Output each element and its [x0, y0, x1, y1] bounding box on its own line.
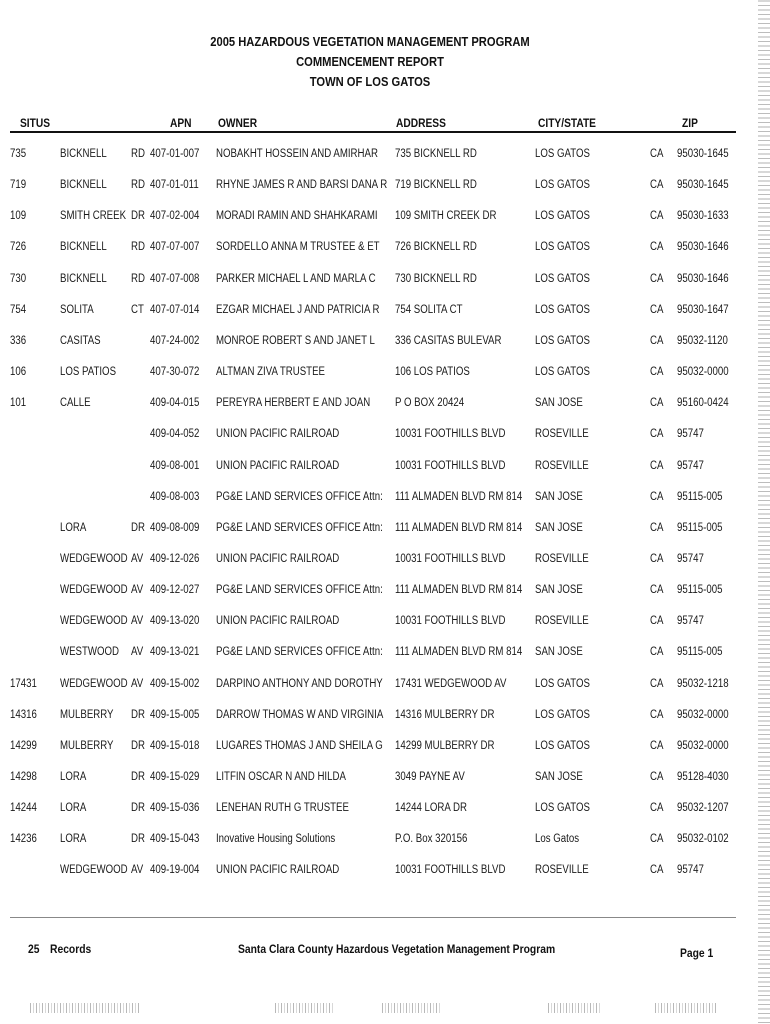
header-zip: ZIP — [682, 116, 698, 130]
situs-number: 106 — [10, 366, 27, 378]
zip-cell: 95032-1207 — [677, 802, 729, 815]
zip-cell: 95747 — [677, 615, 704, 628]
zip-cell: 95115-005 — [677, 584, 723, 597]
header-owner: OWNER — [218, 116, 258, 130]
zip-cell: 95032-0000 — [677, 366, 729, 378]
table-row — [0, 333, 740, 353]
owner-cell: MONROE ROBERT S AND JANET L — [216, 334, 375, 347]
owner-cell: UNION PACIFIC RAILROAD — [216, 615, 340, 628]
scan-noise — [382, 1003, 442, 1013]
table-row — [0, 426, 740, 446]
situs-suffix: DR — [131, 802, 145, 815]
situs-suffix: DR — [131, 739, 145, 752]
table-row — [0, 738, 740, 758]
situs-suffix: CT — [131, 303, 144, 316]
apn-cell: 407-24-002 — [150, 334, 200, 347]
header-apn: APN — [170, 116, 192, 130]
situs-street: WEDGEWOOD — [60, 864, 128, 877]
zip-cell: 95115-005 — [677, 490, 723, 503]
situs-street: CALLE — [60, 397, 91, 410]
zip-cell: 95747 — [677, 864, 704, 877]
scan-noise — [275, 1003, 335, 1013]
situs-number: 336 — [10, 334, 27, 347]
scan-noise — [655, 1003, 717, 1013]
apn-cell: 409-08-009 — [150, 521, 200, 534]
owner-cell: UNION PACIFIC RAILROAD — [216, 428, 340, 441]
table-row — [0, 271, 740, 291]
city-cell: LOS GATOS — [535, 366, 590, 378]
situs-street: LORA — [60, 802, 87, 815]
situs-street: LOS PATIOS — [60, 366, 117, 378]
address-cell: P.O. Box 320156 — [395, 833, 468, 846]
situs-street: MULBERRY — [60, 708, 114, 721]
state-cell: CA — [650, 428, 664, 441]
apn-cell: 409-19-004 — [150, 864, 200, 877]
state-cell: CA — [650, 864, 664, 877]
situs-suffix: DR — [131, 771, 145, 783]
table-row — [0, 364, 740, 384]
zip-cell: 95030-1633 — [677, 210, 729, 223]
situs-number: 101 — [10, 397, 27, 410]
situs-street: SOLITA — [60, 303, 94, 316]
table-row — [0, 302, 740, 322]
table-row — [0, 520, 740, 540]
apn-cell: 409-13-021 — [150, 646, 200, 659]
owner-cell: LUGARES THOMAS J AND SHEILA G — [216, 739, 383, 752]
state-cell: CA — [650, 210, 664, 223]
city-cell: SAN JOSE — [535, 521, 583, 534]
situs-suffix: AV — [131, 584, 144, 597]
situs-street: WEDGEWOOD — [60, 584, 128, 597]
city-cell: SAN JOSE — [535, 490, 583, 503]
zip-cell: 95032-0000 — [677, 739, 729, 752]
city-cell: LOS GATOS — [535, 739, 590, 752]
apn-cell: 409-13-020 — [150, 615, 200, 628]
scan-edge — [758, 0, 770, 1024]
address-cell: 10031 FOOTHILLS BLVD — [395, 553, 506, 565]
address-cell: 719 BICKNELL RD — [395, 179, 477, 192]
apn-cell: 409-12-027 — [150, 584, 200, 597]
state-cell: CA — [650, 739, 664, 752]
table-row — [0, 177, 740, 197]
address-cell: 10031 FOOTHILLS BLVD — [395, 428, 506, 441]
zip-cell: 95747 — [677, 428, 704, 441]
situs-number: 14299 — [10, 739, 37, 752]
city-cell: LOS GATOS — [535, 334, 590, 347]
situs-number: 17431 — [10, 677, 37, 690]
apn-cell: 407-01-011 — [150, 179, 199, 192]
situs-number: 719 — [10, 179, 27, 192]
page-number: Page 1 — [680, 946, 714, 960]
situs-number: 754 — [10, 303, 27, 316]
situs-number: 726 — [10, 241, 27, 254]
address-cell: 14316 MULBERRY DR — [395, 708, 495, 721]
city-cell: ROSEVILLE — [535, 459, 589, 472]
state-cell: CA — [650, 334, 664, 347]
situs-suffix: AV — [131, 677, 144, 690]
state-cell: CA — [650, 615, 664, 628]
table-row — [0, 551, 740, 571]
table-row — [0, 395, 740, 415]
city-cell: LOS GATOS — [535, 677, 590, 690]
address-cell: 10031 FOOTHILLS BLVD — [395, 459, 506, 472]
situs-street: BICKNELL — [60, 241, 107, 254]
address-cell: 730 BICKNELL RD — [395, 272, 477, 285]
situs-street: BICKNELL — [60, 148, 107, 160]
program-name: Santa Clara County Hazardous Vegetation Management Program — [238, 942, 556, 956]
situs-suffix: DR — [131, 708, 145, 721]
owner-cell: SORDELLO ANNA M TRUSTEE & ET — [216, 241, 380, 254]
scan-noise — [30, 1003, 140, 1013]
owner-cell: ALTMAN ZIVA TRUSTEE — [216, 366, 325, 378]
address-cell: 111 ALMADEN BLVD RM 814 — [395, 490, 523, 503]
situs-number: 109 — [10, 210, 27, 223]
city-cell: LOS GATOS — [535, 148, 590, 160]
situs-suffix: AV — [131, 615, 144, 628]
city-cell: ROSEVILLE — [535, 428, 589, 441]
apn-cell: 409-15-036 — [150, 802, 200, 815]
situs-suffix: RD — [131, 272, 145, 285]
situs-street: LORA — [60, 771, 87, 783]
state-cell: CA — [650, 553, 664, 565]
city-cell: LOS GATOS — [535, 802, 590, 815]
zip-cell: 95030-1647 — [677, 303, 729, 316]
state-cell: CA — [650, 366, 664, 378]
table-row — [0, 707, 740, 727]
apn-cell: 409-08-003 — [150, 490, 200, 503]
owner-cell: DARROW THOMAS W AND VIRGINIA — [216, 708, 384, 721]
zip-cell: 95115-005 — [677, 646, 723, 659]
table-row — [0, 800, 740, 820]
apn-cell: 409-04-015 — [150, 397, 200, 410]
situs-street: BICKNELL — [60, 179, 107, 192]
owner-cell: UNION PACIFIC RAILROAD — [216, 459, 340, 472]
table-row — [0, 862, 740, 882]
apn-cell: 409-04-052 — [150, 428, 200, 441]
apn-cell: 409-08-001 — [150, 459, 200, 472]
situs-suffix: RD — [131, 179, 145, 192]
state-cell: CA — [650, 272, 664, 285]
record-count: 25 — [28, 942, 40, 956]
address-cell: 10031 FOOTHILLS BLVD — [395, 615, 506, 628]
apn-cell: 409-15-043 — [150, 833, 200, 846]
address-cell: P O BOX 20424 — [395, 397, 465, 410]
state-cell: CA — [650, 241, 664, 254]
situs-number: 730 — [10, 272, 27, 285]
situs-number: 14316 — [10, 708, 37, 721]
city-cell: SAN JOSE — [535, 771, 583, 783]
situs-street: WEDGEWOOD — [60, 553, 128, 565]
header-situs: SITUS — [20, 116, 51, 130]
owner-cell: PEREYRA HERBERT E AND JOAN — [216, 397, 371, 410]
apn-cell: 407-07-008 — [150, 272, 200, 285]
address-cell: 17431 WEDGEWOOD AV — [395, 677, 507, 690]
address-cell: 336 CASITAS BULEVAR — [395, 334, 502, 347]
state-cell: CA — [650, 802, 664, 815]
apn-cell: 407-07-007 — [150, 241, 200, 254]
address-cell: 111 ALMADEN BLVD RM 814 — [395, 646, 523, 659]
situs-street: BICKNELL — [60, 272, 107, 285]
address-cell: 106 LOS PATIOS — [395, 366, 470, 378]
table-row — [0, 769, 740, 789]
zip-cell: 95032-0000 — [677, 708, 729, 721]
owner-cell: PARKER MICHAEL L AND MARLA C — [216, 272, 376, 285]
address-cell: 14244 LORA DR — [395, 802, 467, 815]
table-row — [0, 676, 740, 696]
owner-cell: EZGAR MICHAEL J AND PATRICIA R — [216, 303, 380, 316]
header-rule — [10, 131, 736, 133]
owner-cell: UNION PACIFIC RAILROAD — [216, 553, 340, 565]
situs-street: WEDGEWOOD — [60, 677, 128, 690]
apn-cell: 409-15-002 — [150, 677, 200, 690]
address-cell: 3049 PAYNE AV — [395, 771, 465, 783]
table-row — [0, 489, 740, 509]
table-row — [0, 582, 740, 602]
city-cell: LOS GATOS — [535, 303, 590, 316]
table-row — [0, 458, 740, 478]
city-cell: LOS GATOS — [535, 708, 590, 721]
table-row — [0, 613, 740, 633]
city-cell: LOS GATOS — [535, 179, 590, 192]
zip-cell: 95747 — [677, 459, 704, 472]
header-address: ADDRESS — [396, 116, 446, 130]
scan-noise — [548, 1003, 600, 1013]
situs-number: 14236 — [10, 833, 37, 846]
situs-suffix: DR — [131, 521, 145, 534]
owner-cell: PG&E LAND SERVICES OFFICE Attn: — [216, 584, 383, 597]
apn-cell: 407-02-004 — [150, 210, 200, 223]
state-cell: CA — [650, 646, 664, 659]
address-cell: 10031 FOOTHILLS BLVD — [395, 864, 506, 877]
situs-suffix: AV — [131, 864, 144, 877]
state-cell: CA — [650, 708, 664, 721]
situs-street: CASITAS — [60, 334, 101, 347]
owner-cell: RHYNE JAMES R AND BARSI DANA R — [216, 179, 388, 192]
situs-suffix: RD — [131, 148, 145, 160]
state-cell: CA — [650, 677, 664, 690]
city-cell: SAN JOSE — [535, 584, 583, 597]
city-cell: SAN JOSE — [535, 397, 583, 410]
situs-street: LORA — [60, 833, 87, 846]
zip-cell: 95115-005 — [677, 521, 723, 534]
table-row — [0, 239, 740, 259]
footer-rule — [10, 917, 736, 918]
owner-cell: PG&E LAND SERVICES OFFICE Attn: — [216, 646, 383, 659]
address-cell: 726 BICKNELL RD — [395, 241, 477, 254]
address-cell: 111 ALMADEN BLVD RM 814 — [395, 584, 523, 597]
city-cell: LOS GATOS — [535, 272, 590, 285]
zip-cell: 95030-1646 — [677, 272, 729, 285]
situs-street: WEDGEWOOD — [60, 615, 128, 628]
address-cell: 109 SMITH CREEK DR — [395, 210, 497, 223]
table-row — [0, 146, 740, 166]
owner-cell: UNION PACIFIC RAILROAD — [216, 864, 340, 877]
city-cell: ROSEVILLE — [535, 615, 589, 628]
address-cell: 735 BICKNELL RD — [395, 148, 477, 160]
report-title-block — [52, 32, 688, 92]
apn-cell: 407-30-072 — [150, 366, 200, 378]
state-cell: CA — [650, 179, 664, 192]
report-subtitle: COMMENCEMENT REPORT — [296, 54, 444, 69]
apn-cell: 407-01-007 — [150, 148, 200, 160]
zip-cell: 95747 — [677, 553, 704, 565]
situs-suffix: DR — [131, 210, 145, 223]
situs-street: WESTWOOD — [60, 646, 120, 659]
zip-cell: 95128-4030 — [677, 771, 729, 783]
state-cell: CA — [650, 584, 664, 597]
state-cell: CA — [650, 490, 664, 503]
zip-cell: 95032-1218 — [677, 677, 729, 690]
owner-cell: NOBAKHT HOSSEIN AND AMIRHAR — [216, 148, 378, 160]
situs-suffix: AV — [131, 646, 144, 659]
apn-cell: 409-15-029 — [150, 771, 200, 783]
header-city-state: CITY/STATE — [538, 116, 596, 130]
state-cell: CA — [650, 148, 664, 160]
zip-cell: 95032-1120 — [677, 334, 728, 347]
zip-cell: 95030-1645 — [677, 148, 729, 160]
state-cell: CA — [650, 833, 664, 846]
address-cell: 14299 MULBERRY DR — [395, 739, 495, 752]
situs-number: 14298 — [10, 771, 37, 783]
city-cell: ROSEVILLE — [535, 864, 589, 877]
city-cell: LOS GATOS — [535, 210, 590, 223]
situs-number: 735 — [10, 148, 27, 160]
situs-suffix: AV — [131, 553, 144, 565]
owner-cell: PG&E LAND SERVICES OFFICE Attn: — [216, 521, 383, 534]
city-cell: ROSEVILLE — [535, 553, 589, 565]
zip-cell: 95032-0102 — [677, 833, 729, 846]
state-cell: CA — [650, 521, 664, 534]
owner-cell: Inovative Housing Solutions — [216, 833, 336, 846]
city-cell: SAN JOSE — [535, 646, 583, 659]
owner-cell: PG&E LAND SERVICES OFFICE Attn: — [216, 490, 383, 503]
report-town: TOWN OF LOS GATOS — [309, 74, 431, 89]
table-row — [0, 831, 740, 851]
apn-cell: 409-12-026 — [150, 553, 200, 565]
state-cell: CA — [650, 459, 664, 472]
zip-cell: 95030-1646 — [677, 241, 729, 254]
address-cell: 111 ALMADEN BLVD RM 814 — [395, 521, 523, 534]
situs-suffix: RD — [131, 241, 145, 254]
records-label: Records — [50, 942, 92, 956]
situs-street: LORA — [60, 521, 87, 534]
city-cell: Los Gatos — [535, 833, 580, 846]
address-cell: 754 SOLITA CT — [395, 303, 463, 316]
state-cell: CA — [650, 397, 664, 410]
table-row — [0, 644, 740, 664]
situs-street: SMITH CREEK — [60, 210, 127, 223]
apn-cell: 407-07-014 — [150, 303, 200, 316]
apn-cell: 409-15-005 — [150, 708, 200, 721]
situs-number: 14244 — [10, 802, 37, 815]
table-row — [0, 208, 740, 228]
situs-suffix: DR — [131, 833, 145, 846]
report-title: 2005 HAZARDOUS VEGETATION MANAGEMENT PROGRAM — [210, 34, 530, 49]
situs-street: MULBERRY — [60, 739, 114, 752]
owner-cell: LITFIN OSCAR N AND HILDA — [216, 771, 346, 783]
owner-cell: MORADI RAMIN AND SHAHKARAMI — [216, 210, 378, 223]
owner-cell: DARPINO ANTHONY AND DOROTHY — [216, 677, 383, 690]
owner-cell: LENEHAN RUTH G TRUSTEE — [216, 802, 349, 815]
apn-cell: 409-15-018 — [150, 739, 200, 752]
state-cell: CA — [650, 303, 664, 316]
zip-cell: 95160-0424 — [677, 397, 729, 410]
city-cell: LOS GATOS — [535, 241, 590, 254]
state-cell: CA — [650, 771, 664, 783]
zip-cell: 95030-1645 — [677, 179, 729, 192]
